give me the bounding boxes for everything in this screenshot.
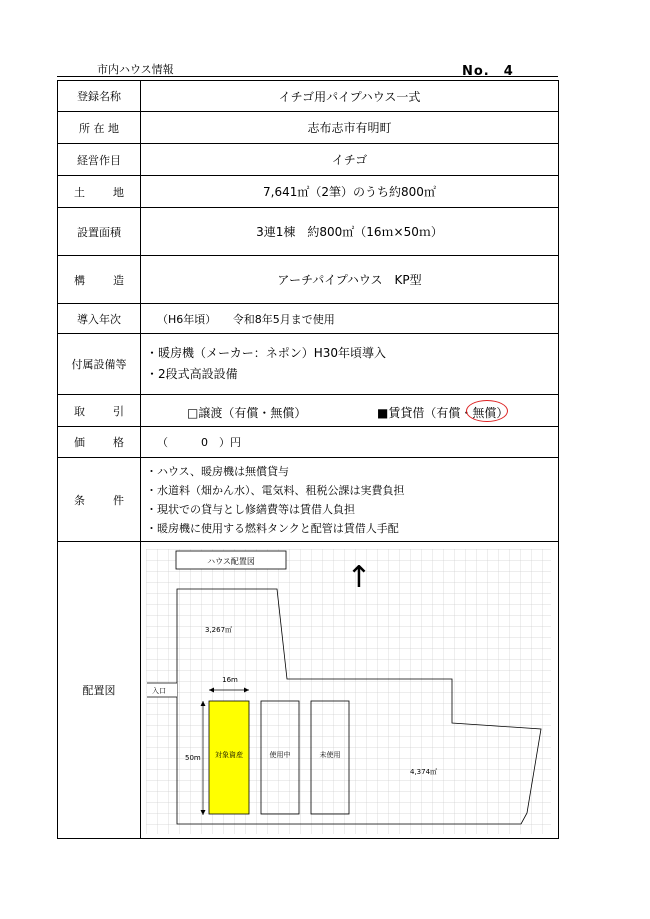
value-crop: イチゴ: [141, 144, 559, 176]
in-use-label: 使用中: [269, 750, 291, 759]
label-map: 配置図: [58, 542, 141, 839]
row-map: [58, 542, 559, 839]
entrance-label: 入口: [152, 686, 166, 695]
label-structure-a: 構: [74, 273, 85, 287]
map-title: ハウス配置図: [207, 556, 255, 566]
value-equipment: [141, 334, 559, 395]
width-label: 16m: [222, 675, 238, 684]
condition-4: ・暖房機に使用する燃料タンクと配管は賃借人手配: [146, 521, 399, 535]
value-transaction: [141, 395, 559, 427]
value-name: イチゴ用パイプハウス一式: [141, 81, 559, 112]
lease-free-text: 無償: [472, 406, 497, 420]
header-rule: [57, 76, 558, 77]
row-transaction: [58, 395, 559, 427]
length-label: 50m: [185, 753, 201, 762]
row-name: [58, 81, 559, 112]
label-transaction: [58, 395, 141, 427]
value-year: （H6年頃） 令和8年5月まで使用: [141, 304, 559, 334]
row-location: [58, 112, 559, 144]
label-land: [58, 176, 141, 208]
value-area: 3連1棟 約800㎡（16ｍ×50ｍ）: [141, 208, 559, 256]
label-structure: [58, 256, 141, 304]
header-left: 市内ハウス情報: [97, 63, 174, 76]
area-top-label: 3,267㎡: [205, 625, 233, 634]
label-price-a: 価: [74, 436, 85, 449]
area-bottom-label: 4,374㎡: [410, 767, 438, 776]
label-structure-b: 造: [113, 273, 124, 287]
row-equipment: [58, 334, 559, 395]
value-land: 7,641㎡（2筆）のうち約800㎡: [141, 176, 559, 208]
lease-prefix: ■賃貸借（有償・: [377, 406, 473, 420]
label-transaction-b: 引: [113, 404, 124, 418]
row-structure: [58, 256, 559, 304]
layout-map: [141, 543, 559, 838]
transaction-option-transfer: □譲渡（有償・無償）: [187, 406, 307, 420]
label-conditions-a: 条: [74, 493, 85, 507]
value-location: 志布志市有明町: [141, 112, 559, 144]
label-equipment: 付属設備等: [58, 334, 141, 395]
value-price: （ 0 ）円: [141, 427, 559, 458]
row-crop: [58, 144, 559, 176]
label-crop: 経営作目: [58, 144, 141, 176]
label-location: 所 在 地: [58, 112, 141, 144]
row-land: [58, 176, 559, 208]
label-price-b: 格: [113, 436, 124, 449]
label-area: 設置面積: [58, 208, 141, 256]
target-house-label: 対象資産: [215, 750, 243, 759]
row-price: [58, 427, 559, 458]
label-name: 登録名称: [58, 81, 141, 112]
row-area: [58, 208, 559, 256]
condition-1: ・ハウス、暖房機は無償貸与: [146, 464, 289, 478]
north-arrow-icon: ↓: [346, 556, 372, 592]
label-conditions-b: 件: [113, 493, 124, 507]
house-info-table: [57, 80, 559, 839]
unused-label: 未使用: [319, 750, 341, 759]
label-transaction-a: 取: [74, 404, 85, 418]
equipment-item-2: ・2段式高設設備: [146, 367, 238, 381]
condition-3: ・現状での貸与とし修繕費等は賃借人負担: [146, 502, 355, 516]
label-year: 導入年次: [58, 304, 141, 334]
doc-number: No. 4: [462, 64, 514, 79]
lease-free-circled: [472, 404, 496, 421]
equipment-item-1: ・暖房機（メーカー：ネポン）H30年頃導入: [146, 346, 387, 360]
row-year: [58, 304, 559, 334]
label-price: [58, 427, 141, 458]
transaction-option-lease: [377, 404, 508, 421]
label-land-a: 土: [74, 185, 85, 199]
label-land-b: 地: [113, 185, 124, 199]
row-conditions: [58, 458, 559, 542]
value-structure: アーチパイプハウス KP型: [141, 256, 559, 304]
condition-2: ・水道料（畑かん水）、電気料、租税公課は実費負担: [146, 483, 405, 497]
lease-suffix: ）: [496, 406, 509, 420]
label-conditions: [58, 458, 141, 542]
value-conditions: [141, 458, 559, 542]
layout-map-cell: [141, 542, 559, 839]
